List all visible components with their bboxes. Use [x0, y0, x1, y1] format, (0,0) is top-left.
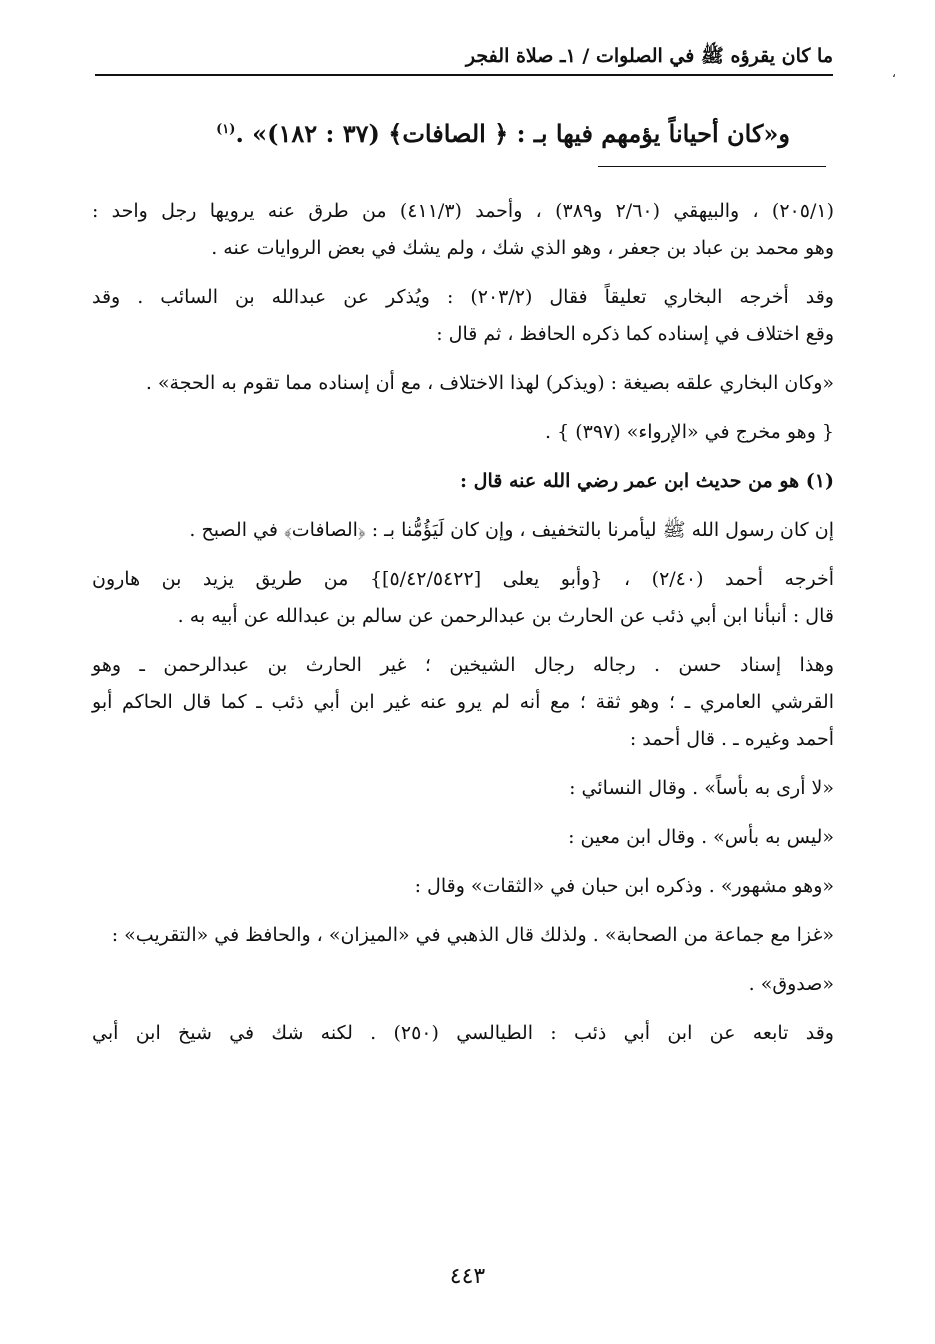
footnote-line: أخرجه أحمد (٢/٤٠) ، {وأبو يعلى [٥/٤٢/٥٤٢٢]} من طريق يزيد بن هارون — [92, 568, 835, 590]
main-text-line — [216, 108, 790, 156]
footnote-line: «ليس به بأس» . وقال ابن معين : — [568, 826, 834, 848]
footnote-line: «وكان البخاري علقه بصيغة : (ويذكر) لهذا الاختلاف ، مع أن إسناده مما تقوم به الحجة» . — [145, 372, 834, 394]
footnotes-block — [92, 198, 834, 1047]
footnote-line: (٢٠٥/١) ، والبيهقي (٢/٦٠ و٣٨٩) ، وأحمد (٤١١/٣) من طرق عنه يرويها رجل واحد : — [92, 200, 834, 222]
footnote-line: وهو محمد بن عباد بن جعفر ، وهو الذي شك ، ولم يشك في بعض الروايات عنه . — [211, 237, 834, 259]
header-rule — [95, 74, 833, 76]
footnote-line: { وهو مخرج في «الإرواء» (٣٩٧) } . — [545, 421, 834, 443]
footnote-line: وقد أخرجه البخاري تعليقاً فقال (٢٠٣/٢) : ويُذكر عن عبدالله بن السائب . وقد — [92, 286, 834, 308]
footnote-line: (١) هو من حديث ابن عمر رضي الله عنه قال : — [460, 470, 834, 492]
page-number: ٤٤٣ — [449, 1264, 486, 1289]
footnote-line: القرشي العامري ـ ؛ وهو ثقة ؛ مع أنه لم يرو عنه غير ابن أبي ذئب ـ كما قال الحاكم أبو — [92, 691, 834, 713]
footnote-line: وهذا إسناد حسن . رجاله رجال الشيخين ؛ غير الحارث بن عبدالرحمن ـ وهو — [92, 654, 834, 676]
footnote-separator — [598, 166, 826, 167]
footnote-line: «غزا مع جماعة من الصحابة» . ولذلك قال الذهبي في «الميزان» ، والحافظ في «التقريب» : — [111, 924, 834, 946]
main-text: و«كان أحياناً يؤمهم فيها بـ : ﴿ الصافات﴾ (٣٧ : ١٨٢)» . — [235, 119, 790, 148]
footnote-line: «صدوق» . — [748, 973, 834, 995]
footnote-line: «لا أرى به بأساً» . وقال النسائي : — [569, 777, 834, 799]
footnote-line: إن كان رسول الله ﷺ ليأمرنا بالتخفيف ، وإن كان لَيَؤُمُّنا بـ : ﴿الصافات﴾ في الصبح . — [189, 519, 834, 541]
footnote-line: «وهو مشهور» . وذكره ابن حبان في «الثقات» وقال : — [414, 875, 834, 897]
stray-mark: ، — [892, 66, 896, 80]
footnote-line: أحمد وغيره ـ . قال أحمد : — [629, 728, 834, 750]
footnote-reference: (١) — [216, 122, 236, 137]
footnote-line: قال : أنبأنا ابن أبي ذئب عن الحارث بن عبدالرحمن عن سالم بن عبدالله عن أبيه به . — [177, 605, 834, 627]
running-head: ما كان يقرؤه ﷺ في الصلوات / ١ـ صلاة الفجر — [465, 45, 833, 67]
footnote-line: وقد تابعه عن ابن أبي ذئب : الطيالسي (٢٥٠) . لكنه شك في شيخ ابن أبي — [92, 1022, 834, 1044]
footnote-line: وقع اختلاف في إسناده كما ذكره الحافظ ، ثم قال : — [436, 323, 834, 345]
